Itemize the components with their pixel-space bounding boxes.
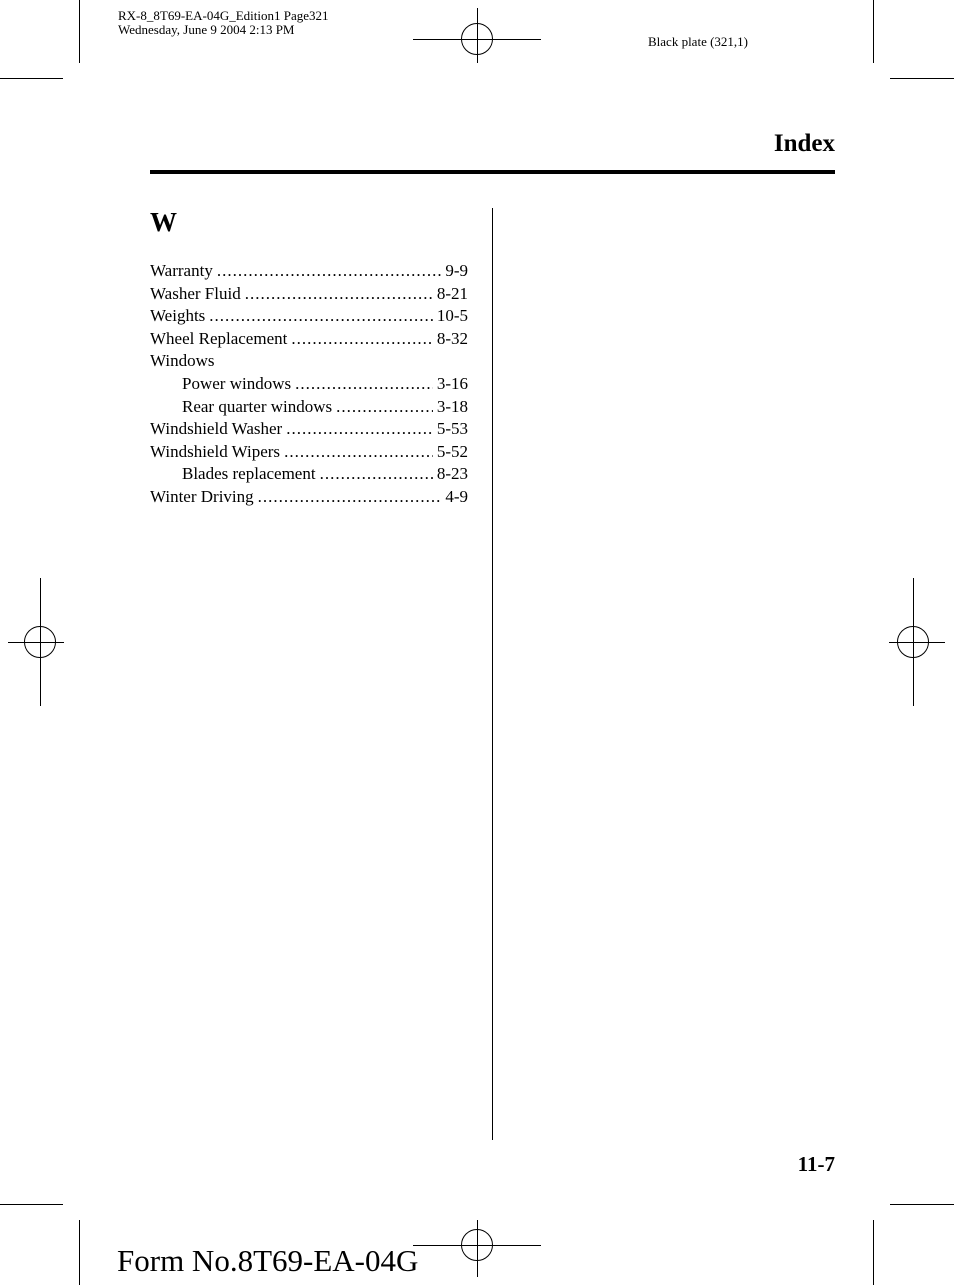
entry-label: Windshield Washer <box>150 419 283 439</box>
index-entry <box>150 305 468 328</box>
index-subentry <box>150 373 468 396</box>
letter-heading: W <box>150 207 177 237</box>
entry-page: 8-21 <box>436 283 468 303</box>
entry-page: 8-32 <box>436 328 468 348</box>
slug-file-line: RX-8_8T69-EA-04G_Edition1 Page321 <box>118 8 329 23</box>
entry-label: Windshield Wipers <box>150 441 281 461</box>
index-list <box>150 260 468 509</box>
entry-label: Power windows <box>182 373 292 393</box>
index-entry <box>150 328 468 351</box>
entry-label: Warranty <box>150 261 213 280</box>
dot-leader <box>286 418 433 441</box>
entry-page: 8-23 <box>436 464 468 484</box>
form-number: Form No.8T69-EA-04G <box>117 1243 419 1278</box>
dot-leader <box>336 396 433 419</box>
entry-label: Windows <box>150 351 215 371</box>
entry-page: 9-9 <box>445 261 468 280</box>
entry-label: Winter Driving <box>150 486 254 506</box>
plate-label: Black plate (321,1) <box>648 34 748 49</box>
dot-leader <box>245 283 433 306</box>
entry-page: 3-18 <box>436 396 468 416</box>
index-entry <box>150 283 468 306</box>
dot-leader <box>295 373 433 396</box>
entry-page: 5-53 <box>436 419 468 439</box>
index-entry <box>150 260 468 283</box>
entry-page: 5-52 <box>436 441 468 461</box>
dot-leader <box>258 486 442 509</box>
index-entry <box>150 486 468 509</box>
entry-label: Rear quarter windows <box>182 396 333 416</box>
index-entry <box>150 441 468 464</box>
slug-date-line: Wednesday, June 9 2004 2:13 PM <box>118 22 295 37</box>
entry-label: Blades replacement <box>182 464 316 484</box>
column-divider <box>492 208 493 1140</box>
index-entry <box>150 418 468 441</box>
slug-info <box>118 9 329 37</box>
dot-leader <box>284 441 433 464</box>
entry-label: Weights <box>150 306 206 326</box>
entry-page: 3-16 <box>436 373 468 393</box>
index-subentry <box>150 396 468 419</box>
index-subentry <box>150 463 468 486</box>
title-rule <box>150 170 835 174</box>
entry-label: Washer Fluid <box>150 283 241 303</box>
dot-leader <box>320 463 433 486</box>
index-entry <box>150 350 468 373</box>
entry-label: Wheel Replacement <box>150 328 288 348</box>
entry-page: 4-9 <box>445 486 468 506</box>
dot-leader <box>217 260 442 283</box>
page-number: 11-7 <box>797 1152 835 1176</box>
dot-leader <box>291 328 432 351</box>
dot-leader <box>209 305 433 328</box>
section-title: Index <box>773 130 835 157</box>
entry-page: 10-5 <box>436 306 468 326</box>
